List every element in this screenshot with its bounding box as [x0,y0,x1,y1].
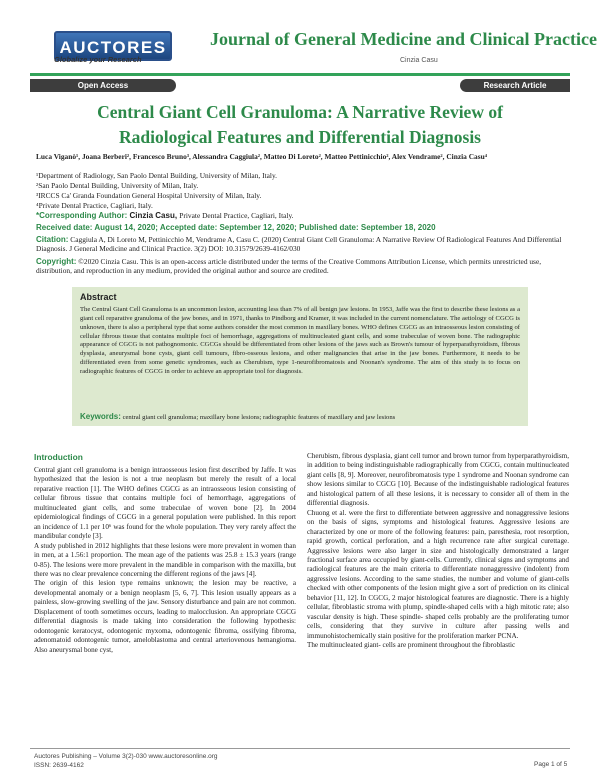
introduction-heading: Introduction [34,452,83,462]
citation [36,235,566,254]
keywords-text: central giant cell granuloma; maxillary bone lesions; radiographic features of maxillary and jaw lesions [122,414,396,421]
page-number: Page 1 of 5 [534,761,568,768]
corresponding-name: Cinzia Casu, [129,211,178,220]
paragraph: The multinucleated giant- cells are prominent throughout the fibroblastic [307,641,516,650]
article-type-label: Research Article [483,81,547,90]
affiliation-4: ⁴Private Dental Practice, Cagliari, Italy. [36,201,153,210]
keywords [80,412,520,421]
article-type-bar [460,79,570,92]
citation-label: Citation: [36,235,69,244]
corresponding-author [36,211,566,220]
footer-volume: Auctores Publishing – Volume 3(2)-030 www.auctoresonline.org [34,753,218,760]
copyright [36,257,566,276]
affiliation-1: ¹Department of Radiology, San Paolo Dental Building, University of Milan, Italy. [36,171,278,180]
publisher-tagline: Globalize your Research [54,55,142,64]
open-access-bar [30,79,176,92]
corresponding-detail: Private Dental Practice, Cagliari, Italy. [179,211,294,220]
citation-text: Caggiula A, Di Loreto M, Pettinicchio M, Vendrame A, Casu C. (2020) Central Giant Cell Granuloma: A Narrative Review Of Radiological Features And Differential Diagnosis. J General Medicine and Clinical Practice. 3(2) DOI: 10.31579/2639-4162/030 [36,235,562,254]
copyright-text: ©2020 Cinzia Casu. This is an open-access article distributed under the terms of the Creative Commons Attribution License, which permits unrestricted use, distribution, and reproduction in any medium, provided the original author and source are credited. [36,257,542,276]
body-column-left [34,466,296,655]
footer-issn: ISSN: 2639-4162 [34,762,84,769]
author-list [36,152,566,161]
authors: Luca Viganò¹, Joana Berberi², Francesco Bruno³, Alessandra Caggiula², Matteo Di Loreto², Matteo Pettinicchio², Alex Vendrame², Cinzia Casu⁴ [36,152,487,161]
affiliation-3: ³IRCCS Ca' Granda Foundation General Hospital University of Milan, Italy. [36,191,262,200]
abstract-heading: Abstract [80,292,117,302]
copyright-label: Copyright: [36,257,77,266]
open-access-label: Open Access [77,81,129,90]
keywords-label: Keywords: [80,412,121,421]
affiliation-2: ²San Paolo Dental Building, University of Milan, Italy. [36,181,199,190]
abstract-text: The Central Giant Cell Granuloma is an uncommon lesion, accounting less than 7% of all benign jaw lesions. In 1953, Jaffe was the first to describe these lesions as a giant cell reparative granuloma of the jaw bones, and in 1971, thanks to Pindborg and Kramer, it was included in the current nomenclature. The aetiology of CGCG is unknown, there is also a peripheral type that some authors consider the most common in maxillary bones. WHO defines CGCG as an intraosseous lesion consisting of cellular fibrous tissue that contains multiple foci of hemorrhage, aggregations of multinucleated giant cells, and some trabeculae of woven bone. The radiographic appearance of CGCG is not pathognomonic. CGCGs should be differentiated from other lesions of the jaws such as Brown's tumour of hyperparathyroidism, fibrous dysplasia, aneurysmal bone cysts, giant cell tumours, fibro-osseous lesions, and other malignancies that arise in the jaw bones. Furthermore, it needs to be differentiated even from some genetic syndromes, such as Cherubism, type 1-neurofibromatosis and Noonan's syndrome. The aim of this study is to focus on radiographic features of CGCG in order to achieve an appropriate tool for diagnosis. [80,306,520,375]
article-title: Central Giant Cell Granuloma: A Narrative Review of Radiological Features and Differential Diagnosis [97,102,503,147]
footer-rule [30,748,570,749]
running-author: Cinzia Casu [400,57,438,64]
logo-text: AUCTORES [59,38,167,57]
paragraph: Central giant cell granuloma is a benign intraosseous lesion first described by Jaffe. It was hypothesized that the lesion is not a true neoplasm but merely the result of a local reparative reaction [1]. The WHO defines CGCG as an intraosseous lesion consisting of cellular fibrous tissue that contains multiple foci of hemorrhage, aggregations of multinucleated giant cells, and some trabeculae of woven bone [2]. In 2004 epidemiological findings of CGCG in a general population were published. In this report an incidence of 1.1 per 10⁶ was found for the whole population. They very rarely affect the mandibular condyle [3]. [34,466,296,541]
header-rule [30,73,570,76]
paragraph: Chuong et al. were the first to differentiate between aggressive and nonaggressive lesions on the basis of signs, symptoms and histological features. Aggressive lesions are characterized by one or more of the following features: pain, paresthesia, root resorption, rapid growth, cortical perforation, and a high recurrence rate after surgical curettage. Aggressive lesions were also larger in size and histologically demonstrated a larger fractional surface area occupied by giant-cells. Currently, clinical signs and symptoms and radiological features are the main criteria to differentiate nonaggressive (indolent) from aggressive lesions. According to the same studies, the number and volume of giant-cells checked with other components of the lesion might give a sort of prediction on its clinical behavior [11, 12]. In CGCG, 2 major histological features are diagnostic. There is a highly cellular, fibroblastic stroma with plump, spindle-shaped cells with a high mitotic rate; also vascular density is high. These spindle- shaped cells probably are the proliferating tumor cells, considering that they survive in culture after passing wells and immunohistochemically stain positive for the proliferation marker PCNA. [307,508,569,640]
article-dates: Received date: August 14, 2020; Accepted date: September 12, 2020; Published date: September 18, 2020 [36,223,436,232]
paragraph: Cherubism, fibrous dysplasia, giant cell tumor and brown tumor from hyperparathyroidism, in addition to being indistinguishable radiographically from CGCG, contain multinucleated giant cells [8, 9]. Moreover, neurofibromatosis type 1 syndrome and Noonan syndrome can show lesions similar to CGCG [10]. Because of the indistinguishable radiological features and histological pattern of all these lesions, it is necessary to consider all of them in the differential diagnosis. [307,452,569,508]
corresponding-label: *Corresponding Author: [36,211,128,220]
paragraph: A study published in 2012 highlights that these lesions were more prevalent in women than in men, at a 1.56:1 proportion. The mean age of the patients was 25.8 ± 15.3 years (range 0-85). The lesions were more prevalent in the mandible in comparison with the maxilla, but there was no clear prevalence concerning the different regions of the jaws [4]. [34,541,296,578]
body-column-right [307,452,569,651]
footer-info [34,752,218,770]
paragraph: The origin of this lesion type remains unknown; the lesion may be reactive, a developmental anomaly or a benign neoplasm [5, 6, 7]. This lesion usually appears as a painless, slow-growing swelling of the jaw. Sensory disturbance and pain are not common. Displacement of tooth sometimes occurs, leading to malocclusion. An appropriate CGCG differential diagnosis is made taking into consideration the following hypothesis: odontogenic keratocyst, odontogenic myxoma, odontogenic fibroma, ossifying fibroma, adenomatoid odontogenic tumor, ameloblastoma and central arteriovenous hemangioma. Also aneurysmal bone cyst, [34,579,296,654]
journal-title: Journal of General Medicine and Clinical Practice [210,29,597,49]
